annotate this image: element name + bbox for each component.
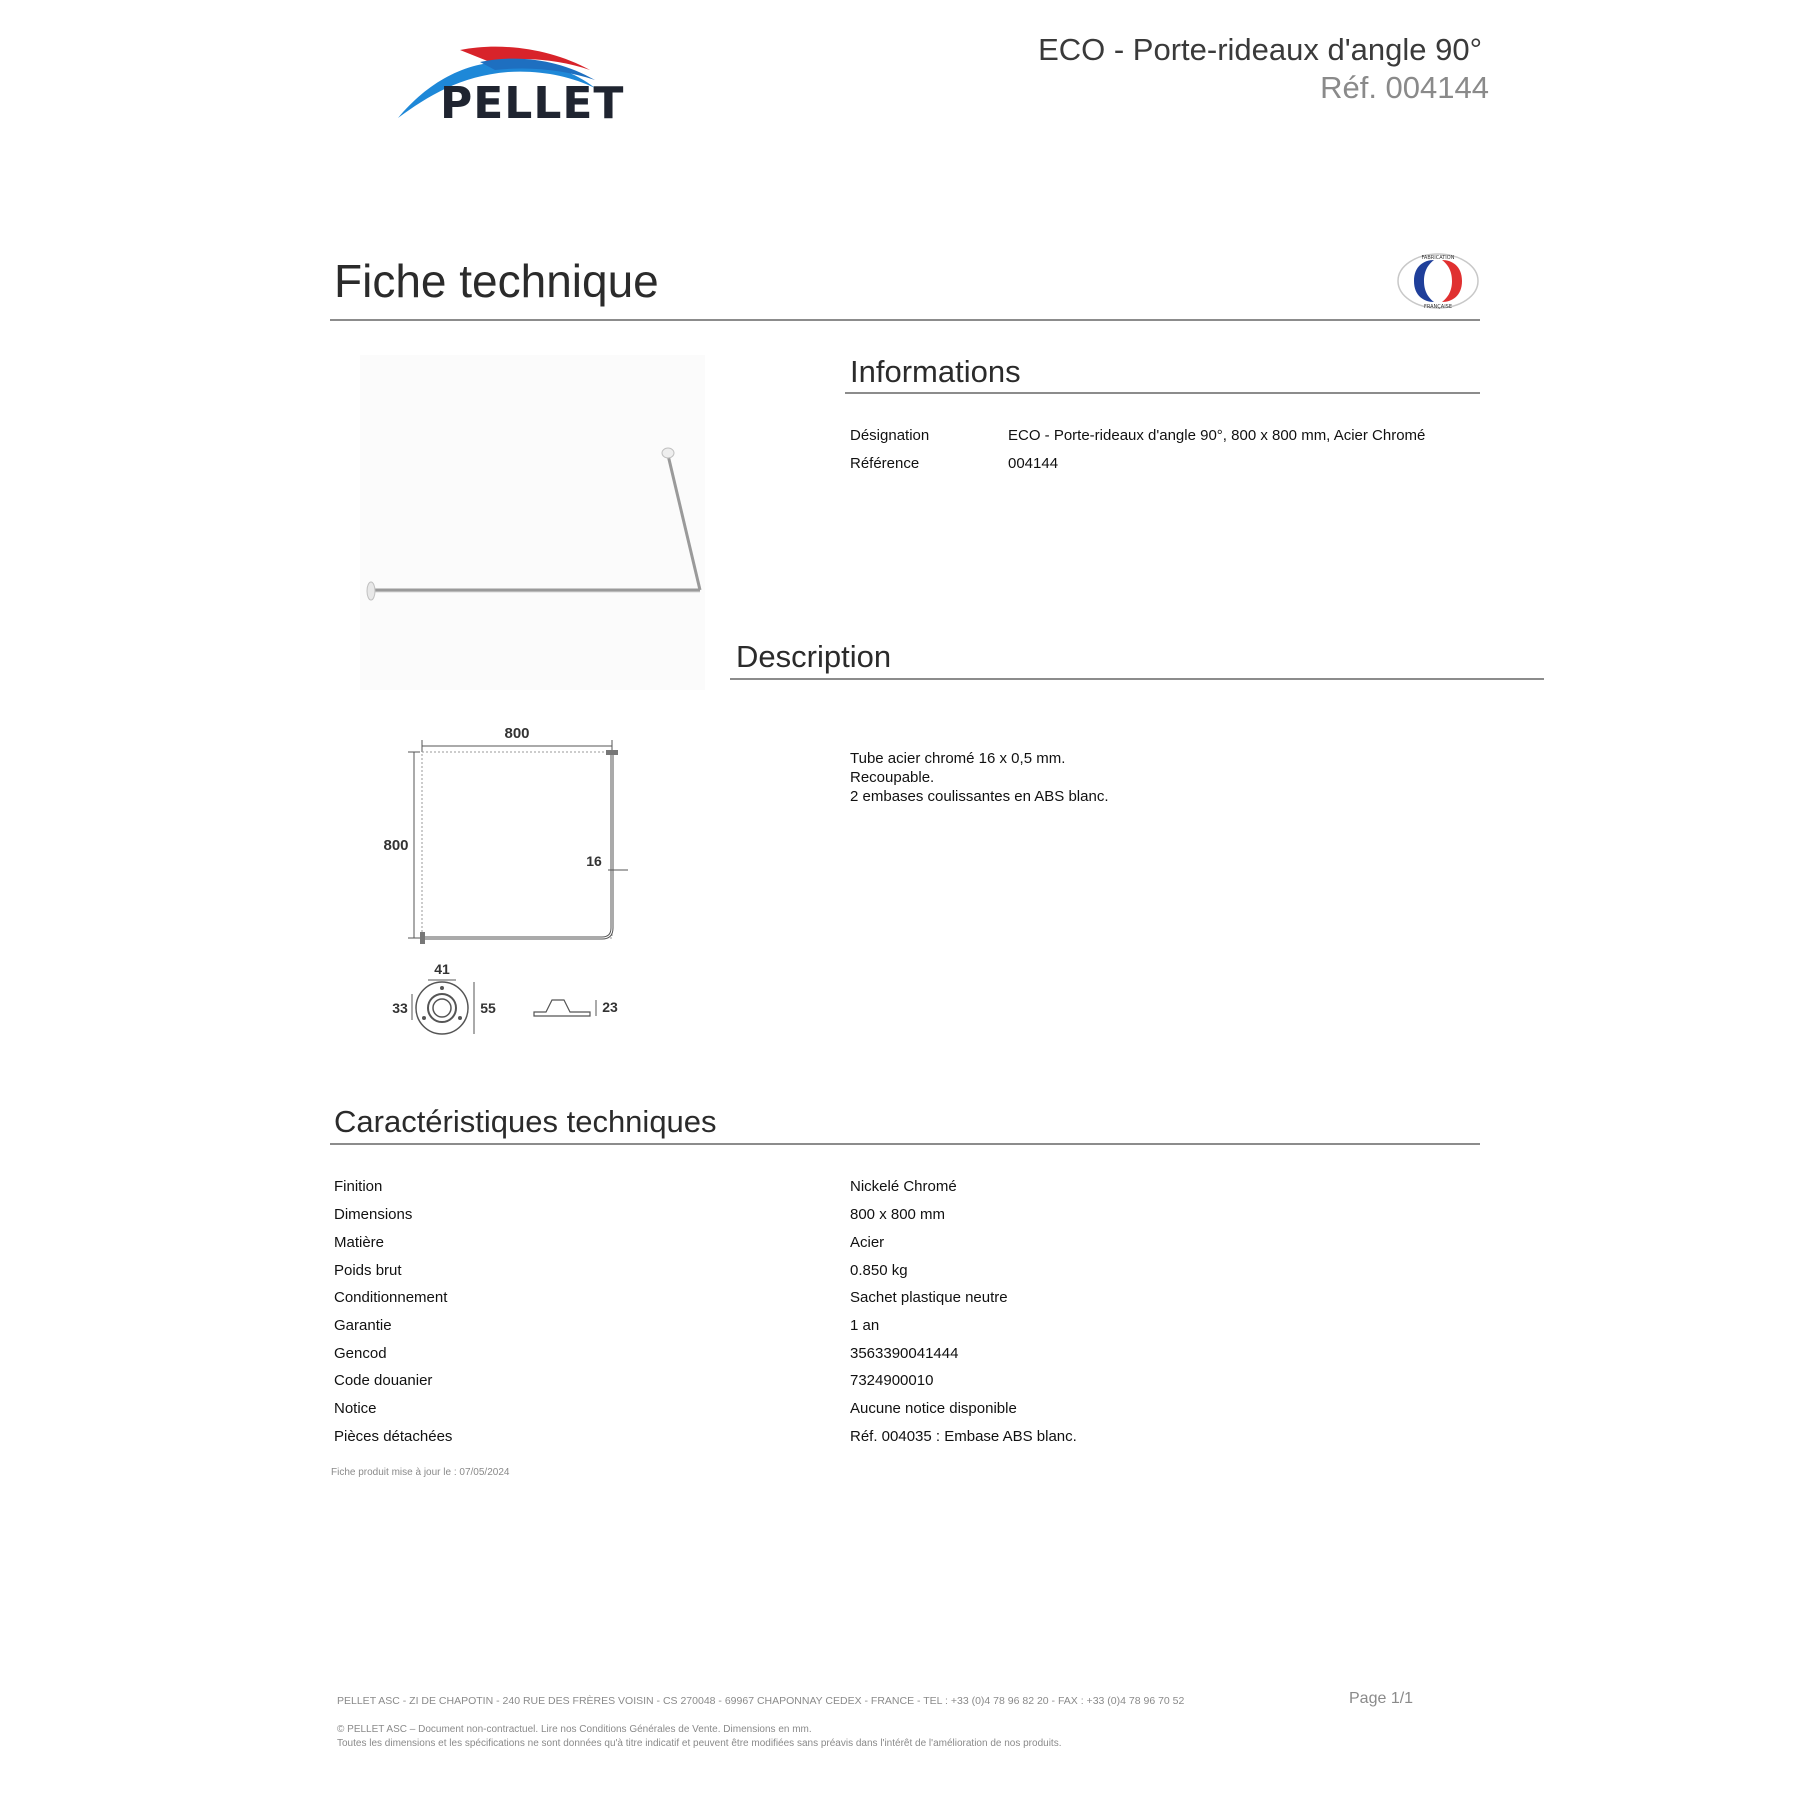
footer-address: PELLET ASC - ZI DE CHAPOTIN - 240 RUE DES FRÈRES VOISIN - CS 270048 - 69967 CHAPONNAY CEDEX - FRANCE - TEL : +33 (0)4 78 96 82 20 - FAX : +33 (0)4 78 96 70 52 xyxy=(337,1695,1185,1707)
width-dimension-label: 800 xyxy=(504,725,530,742)
tube-dimension-label: 16 xyxy=(586,853,602,869)
document-title: ECO - Porte-rideaux d'angle 90° xyxy=(1038,32,1482,67)
base-height-label: 23 xyxy=(602,999,618,1015)
spec-label: Matière xyxy=(334,1234,385,1251)
spec-value: 7324900010 xyxy=(850,1372,934,1389)
caracteristiques-heading: Caractéristiques techniques xyxy=(334,1104,717,1139)
badge-text-bottom: FRANÇAISE xyxy=(1423,304,1453,310)
badge-text-top: FABRICATION xyxy=(1421,255,1455,261)
spec-label: Poids brut xyxy=(334,1262,402,1279)
product-photo xyxy=(360,355,705,690)
info-label-designation: Désignation xyxy=(850,427,930,444)
spec-label: Dimensions xyxy=(334,1206,413,1223)
spec-value: Réf. 004035 : Embase ABS blanc. xyxy=(850,1428,1077,1445)
title-divider xyxy=(330,319,1480,321)
description-line: 2 embases coulissantes en ABS blanc. xyxy=(850,788,1109,805)
last-updated-note: Fiche produit mise à jour le : 07/05/2024 xyxy=(331,1467,510,1478)
spec-label: Conditionnement xyxy=(334,1289,448,1306)
description-heading: Description xyxy=(736,639,892,674)
spec-value: Sachet plastique neutre xyxy=(850,1289,1008,1306)
info-value-designation: ECO - Porte-rideaux d'angle 90°, 800 x 800 mm, Acier Chromé xyxy=(1008,427,1426,444)
spec-value: Nickelé Chromé xyxy=(850,1178,957,1195)
spec-value: Acier xyxy=(850,1234,885,1251)
caracteristiques-divider xyxy=(330,1143,1480,1145)
base-width-label: 41 xyxy=(434,961,450,977)
fabrication-francaise-badge xyxy=(1396,252,1480,310)
spec-label: Pièces détachées xyxy=(334,1428,453,1445)
page-title: Fiche technique xyxy=(334,255,659,307)
footer-legal-line: Toutes les dimensions et les spécifications ne sont données qu'à titre indicatif et peuvent être modifiées sans préavis dans l'intérêt de l'amélioration de nos produits. xyxy=(337,1738,1062,1749)
info-label-reference: Référence xyxy=(850,455,920,472)
spec-label: Code douanier xyxy=(334,1372,433,1389)
height-dimension-label: 800 xyxy=(383,837,409,854)
description-divider xyxy=(730,678,1544,680)
document-reference: Réf. 004144 xyxy=(1320,70,1489,105)
informations-heading: Informations xyxy=(850,354,1021,389)
spec-value: 0.850 kg xyxy=(850,1262,908,1279)
base-diameter-label: 55 xyxy=(480,1000,496,1016)
logo-text: PELLET xyxy=(440,78,625,129)
pellet-logo xyxy=(390,40,640,130)
spec-value: 3563390041444 xyxy=(850,1345,959,1362)
spec-value: 800 x 800 mm xyxy=(850,1206,946,1223)
page-number: Page 1/1 xyxy=(1349,1690,1414,1707)
spec-label: Finition xyxy=(334,1178,383,1195)
spec-value: 1 an xyxy=(850,1317,880,1334)
info-value-reference: 004144 xyxy=(1008,455,1059,472)
description-line: Recoupable. xyxy=(850,769,935,786)
spec-label: Notice xyxy=(334,1400,377,1417)
footer-legal-line: © PELLET ASC – Document non-contractuel. Lire nos Conditions Générales de Vente. Dimensions en mm. xyxy=(337,1724,812,1735)
spec-value: Aucune notice disponible xyxy=(850,1400,1017,1417)
spec-label: Gencod xyxy=(334,1345,387,1362)
informations-divider xyxy=(845,392,1480,394)
base-left-label: 33 xyxy=(392,1000,408,1016)
description-line: Tube acier chromé 16 x 0,5 mm. xyxy=(850,750,1066,767)
dimension-drawing xyxy=(370,720,640,1040)
spec-label: Garantie xyxy=(334,1317,392,1334)
french-flag-icon xyxy=(1396,252,1480,310)
